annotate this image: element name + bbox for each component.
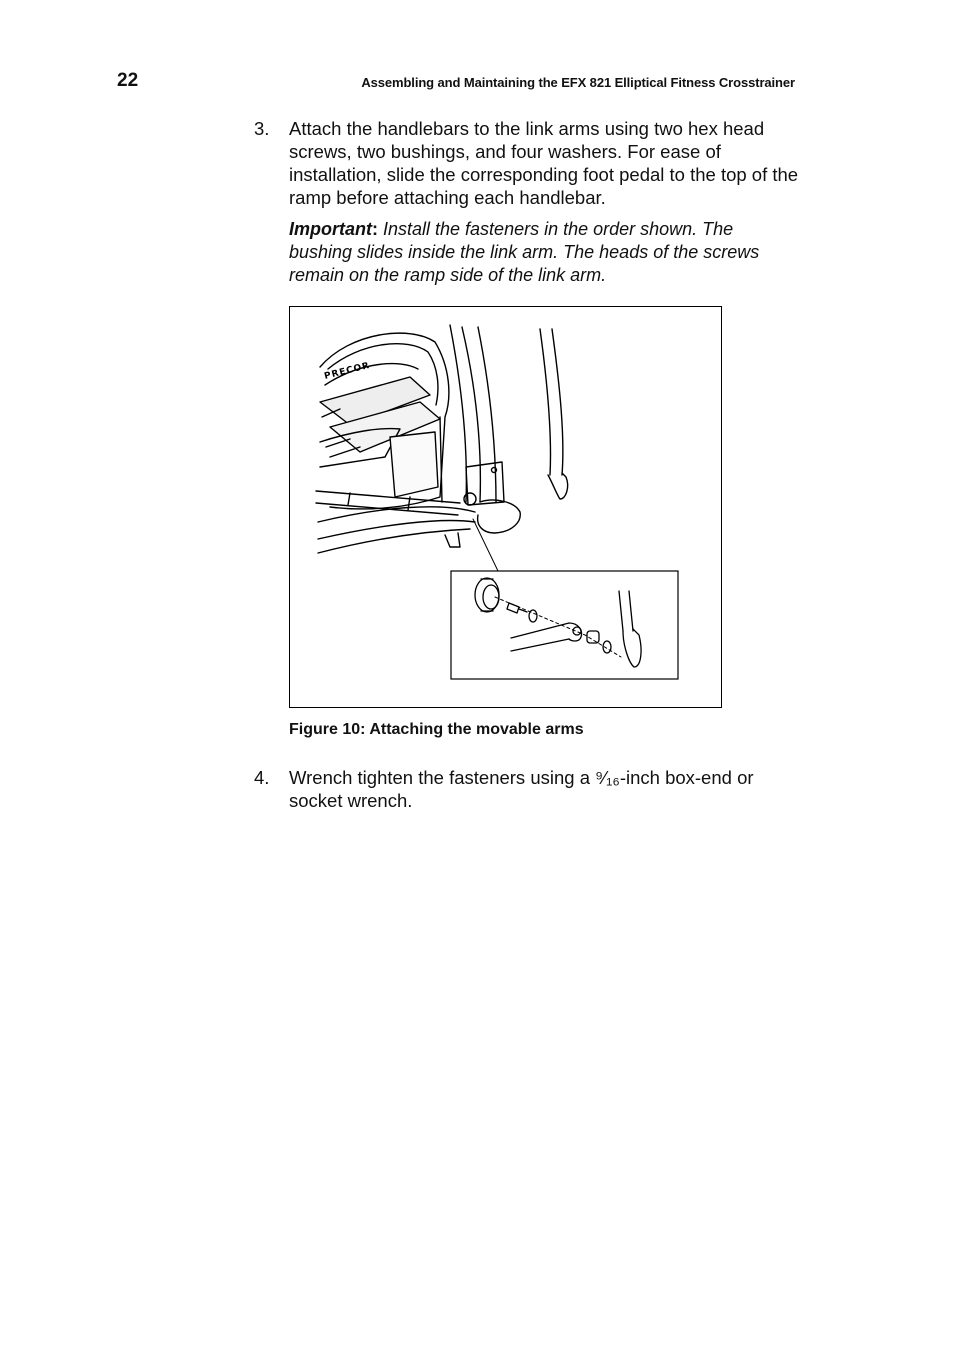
important-label: Important <box>289 219 372 239</box>
step-3 <box>254 117 799 287</box>
running-header: Assembling and Maintaining the EFX 821 Elliptical Fitness Crosstrainer <box>361 75 795 90</box>
machine-logo: PRECOR <box>323 360 372 382</box>
step-4-text: Wrench tighten the fasteners using a ⁹⁄₁₆-inch box-end or socket wrench. <box>289 767 754 811</box>
step-3-text: Attach the handlebars to the link arms using two hex head screws, two bushings, and four washers. For ease of installation, slide the corresponding foot pedal to the top of the ramp before attaching each handlebar. <box>289 118 799 208</box>
important-text: Install the fasteners in the order shown. The bushing slides inside the link arm. The heads of the screws remain on the ramp side of the link arm. <box>289 219 760 285</box>
important-colon: : <box>372 219 378 239</box>
step-4 <box>254 766 799 812</box>
figure-illustration <box>289 306 722 708</box>
figure-caption: Figure 10: Attaching the movable arms <box>289 721 584 738</box>
important-note <box>289 218 799 287</box>
page-number: 22 <box>117 70 139 91</box>
step-3-number: 3. <box>254 118 270 139</box>
step-4-number: 4. <box>254 767 270 788</box>
handlebar-assembly-drawing <box>290 307 721 707</box>
